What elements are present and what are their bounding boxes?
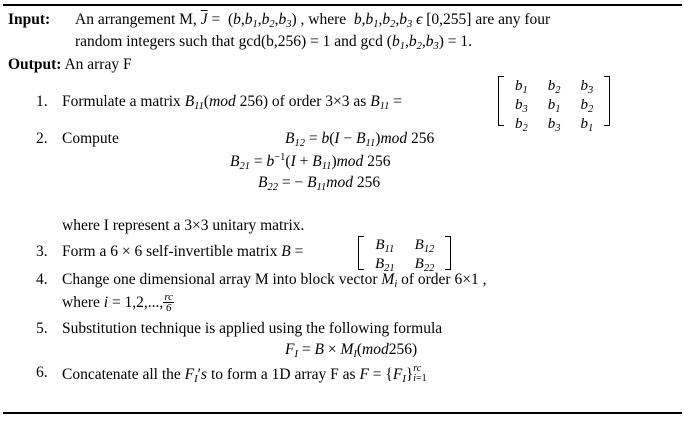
output-text: An array F (64, 56, 132, 73)
bottom-rule (3, 412, 682, 414)
top-rule (3, 4, 682, 6)
eq-b21: $B_{21} = b^{-1}(I + B_{11})mod$ 256 (230, 152, 391, 172)
step-3-num: 3. (36, 243, 48, 260)
input-text-1: An arrangement M, $\overline{J} = (b,b_1,b_2,b_3)$ , where $b,b_1,b_2,b_3$ ϵ [0,255] are any four (75, 11, 551, 30)
eq-b22: $B_{22}$ = − $B_{11}mod$ 256 (258, 174, 381, 193)
output-label: Output: (8, 56, 62, 73)
matrix-b: $B_{11}$ $B_{12}$ $B_{21}$ $B_{22}$ (358, 236, 451, 270)
input-line (8, 11, 50, 29)
step-2-text: Compute (62, 130, 119, 147)
step-4-text: Change one dimensional array M into block vector $M_i$ of order 6×1 , (62, 271, 487, 290)
step-4-num: 4. (36, 271, 48, 288)
note-text: where I represent a 3×3 unitary matrix. (62, 217, 305, 234)
eq-b12: $B_{12} = b(I - B_{11})mod$ 256 (285, 130, 435, 149)
eq-fi: $F_I = B \times M_I(mod256)$ (285, 341, 418, 360)
step-5-text: Substitution technique is applied using the following formula (62, 320, 443, 337)
step-6-num: 6. (36, 364, 48, 381)
step-4-text2: where i = 1,2,..., $\frac{rc}{6}$ (62, 291, 174, 314)
step-2-num: 2. (36, 130, 48, 147)
output-line (8, 56, 132, 74)
input-text-2: random integers such that gcd(b,256) = 1 and $\gcd (b_1,b_2,b_3) = 1$. (75, 33, 472, 52)
step-1-num: 1. (36, 93, 48, 110)
step-5-num: 5. (36, 320, 48, 337)
step-6-text: Concatenate all the $F_I's$ to form a 1D array F as $F = \{F_I\}$ rc i=1 (62, 363, 427, 385)
step-1-text: Formulate a matrix $B_{11}(mod$ 256) of order 3×3 as $B_{11}$ = (62, 93, 403, 112)
step-3-text: Form a 6 × 6 self-invertible matrix B = (62, 243, 304, 260)
matrix-b11: $b_1$ $b_2$ $b_3$ $b_3$ $b_1$ $b_2$ $b_2$ $b_3$ $b_1$ (498, 76, 610, 126)
input-label: Input: (8, 11, 51, 28)
